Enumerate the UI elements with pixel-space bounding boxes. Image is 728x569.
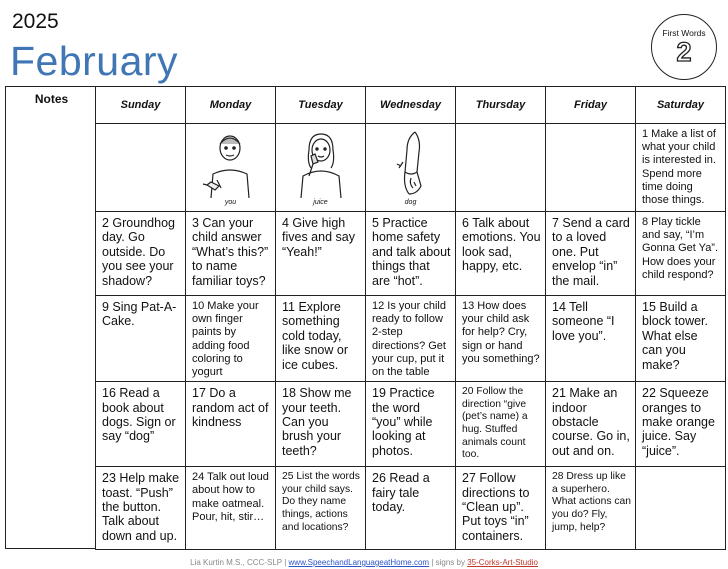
day-cell-8 <box>636 212 726 296</box>
footer <box>0 558 728 567</box>
badge-number: 2 <box>676 37 692 67</box>
sign-you-icon <box>201 128 261 200</box>
day-text-13: 13 How does your child ask for help? Cry, sign or hand you something? <box>462 300 540 365</box>
day-text-22: 22 Squeeze oranges to make orange juice. Say “juice”. <box>642 386 715 458</box>
day-cell-23 <box>96 467 186 550</box>
day-text-15: 15 Build a block tower. What else can you make? <box>642 300 709 372</box>
day-cell-25 <box>276 467 366 550</box>
sign-juice-icon <box>291 128 351 200</box>
day-cell-5 <box>366 212 456 296</box>
day-text-23: 23 Help make toast. “Push” the button. Talk about down and up. <box>102 471 180 543</box>
day-cell-10 <box>186 296 276 382</box>
sign-cell-monday <box>186 124 276 212</box>
notes-title: Notes <box>34 92 69 106</box>
empty-day-cell <box>636 467 726 550</box>
day-text-26: 26 Read a fairy tale today. <box>372 471 430 515</box>
day-text-5: 5 Practice home safety and talk about things that are “hot”. <box>372 216 451 288</box>
day-text-10: 10 Make your own finger paints by adding food coloring to yogurt <box>192 300 259 379</box>
weekday-saturday: Saturday <box>636 87 726 124</box>
day-cell-4 <box>276 212 366 296</box>
weekday-friday: Friday <box>546 87 636 124</box>
day-cell-20 <box>456 382 546 467</box>
day-cell-12 <box>366 296 456 382</box>
day-text-9: 9 Sing Pat-A-Cake. <box>102 300 177 329</box>
weekday-thursday: Thursday <box>456 87 546 124</box>
sign-caption-dog: dog <box>404 199 417 206</box>
badge-label: First Words <box>662 28 706 38</box>
weekday-monday: Monday <box>186 87 276 124</box>
day-text-8: 8 Play tickle and say, “I’m Gonna Get Ya”. How does your child respond? <box>642 216 719 281</box>
year-label: 2025 <box>12 10 59 33</box>
day-text-27: 27 Follow directions to “Clean up”. Put toys “in” containers. <box>462 471 530 543</box>
day-text-21: 21 Make an indoor obstacle course. Go in, out and on. <box>552 386 630 458</box>
day-text-1: 1 Make a list of what your child is interested in. Spend more time doing those things. <box>642 128 716 207</box>
day-text-2: 2 Groundhog day. Go outside. Do you see your shadow? <box>102 216 175 288</box>
day-text-7: 7 Send a card to a loved one. Put envelop “in” the mail. <box>552 216 630 288</box>
week-row-3 <box>96 296 726 382</box>
weekday-wednesday: Wednesday <box>366 87 456 124</box>
day-cell-15 <box>636 296 726 382</box>
day-cell-9 <box>96 296 186 382</box>
empty-day-cell <box>546 124 636 212</box>
day-cell-6 <box>456 212 546 296</box>
day-text-28: 28 Dress up like a superhero. What actions can you do? Fly, jump, help? <box>552 471 631 533</box>
day-text-20: 20 Follow the direction “give (pet’s name) a hug. Stuffed animals count too. <box>462 386 528 461</box>
day-cell-14 <box>546 296 636 382</box>
day-text-19: 19 Practice the word “you” while looking at photos. <box>372 386 435 458</box>
day-text-3: 3 Can your child answer “What’s this?” to name familiar toys? <box>192 216 269 288</box>
day-cell-19 <box>366 382 456 467</box>
day-text-12: 12 Is your child ready to follow 2-step directions? Get your cup, put it on the table <box>372 300 446 379</box>
day-text-17: 17 Do a random act of kindness <box>192 386 269 430</box>
first-words-badge <box>651 14 717 80</box>
notes-column <box>5 86 96 549</box>
footer-author: Lia Kurtin M.S., CCC-SLP <box>190 558 282 567</box>
empty-day-cell <box>456 124 546 212</box>
day-text-24: 24 Talk out loud about how to make oatmeal. Pour, hit, stir… <box>192 471 269 523</box>
day-cell-21 <box>546 382 636 467</box>
day-cell-22 <box>636 382 726 467</box>
day-text-6: 6 Talk about emotions. You look sad, happy, etc. <box>462 216 541 274</box>
month-title: February <box>10 38 179 84</box>
day-cell-24 <box>186 467 276 550</box>
empty-day-cell <box>96 124 186 212</box>
day-text-25: 25 List the words your child says. Do they name things, actions and locations? <box>282 471 360 533</box>
day-text-14: 14 Tell someone “I love you”. <box>552 300 615 343</box>
day-cell-16 <box>96 382 186 467</box>
day-text-4: 4 Give high fives and say “Yeah!” <box>282 216 355 259</box>
day-cell-3 <box>186 212 276 296</box>
footer-signs-prefix: signs by <box>435 558 465 567</box>
week-row-1 <box>96 124 726 212</box>
day-cell-13 <box>456 296 546 382</box>
weekday-sunday: Sunday <box>96 87 186 124</box>
day-cell-18 <box>276 382 366 467</box>
day-cell-17 <box>186 382 276 467</box>
day-cell-2 <box>96 212 186 296</box>
day-text-11: 11 Explore something cold today, like snow or ice cubes. <box>282 300 348 372</box>
day-cell-26 <box>366 467 456 550</box>
day-cell-7 <box>546 212 636 296</box>
day-cell-28 <box>546 467 636 550</box>
day-cell-1 <box>636 124 726 212</box>
sign-cell-wednesday <box>366 124 456 212</box>
sign-caption-you: you <box>224 199 237 206</box>
sign-caption-juice: juice <box>313 199 328 206</box>
day-text-18: 18 Show me your teeth. Can you brush your teeth? <box>282 386 352 458</box>
week-row-2 <box>96 212 726 296</box>
week-row-5 <box>96 467 726 550</box>
weekday-header-row <box>96 87 726 124</box>
sign-cell-tuesday <box>276 124 366 212</box>
calendar-grid <box>95 86 726 550</box>
day-cell-27 <box>456 467 546 550</box>
weekday-tuesday: Tuesday <box>276 87 366 124</box>
sign-dog-icon <box>381 128 441 200</box>
footer-separator: | <box>284 558 287 567</box>
website-link[interactable]: www.SpeechandLanguageatHome.com <box>288 558 430 567</box>
footer-separator: | <box>431 558 434 567</box>
day-text-16: 16 Read a book about dogs. Sign or say “dog” <box>102 386 176 444</box>
artist-link[interactable]: 35-Corks-Art-Studio <box>467 558 538 567</box>
week-row-4 <box>96 382 726 467</box>
day-cell-11 <box>276 296 366 382</box>
